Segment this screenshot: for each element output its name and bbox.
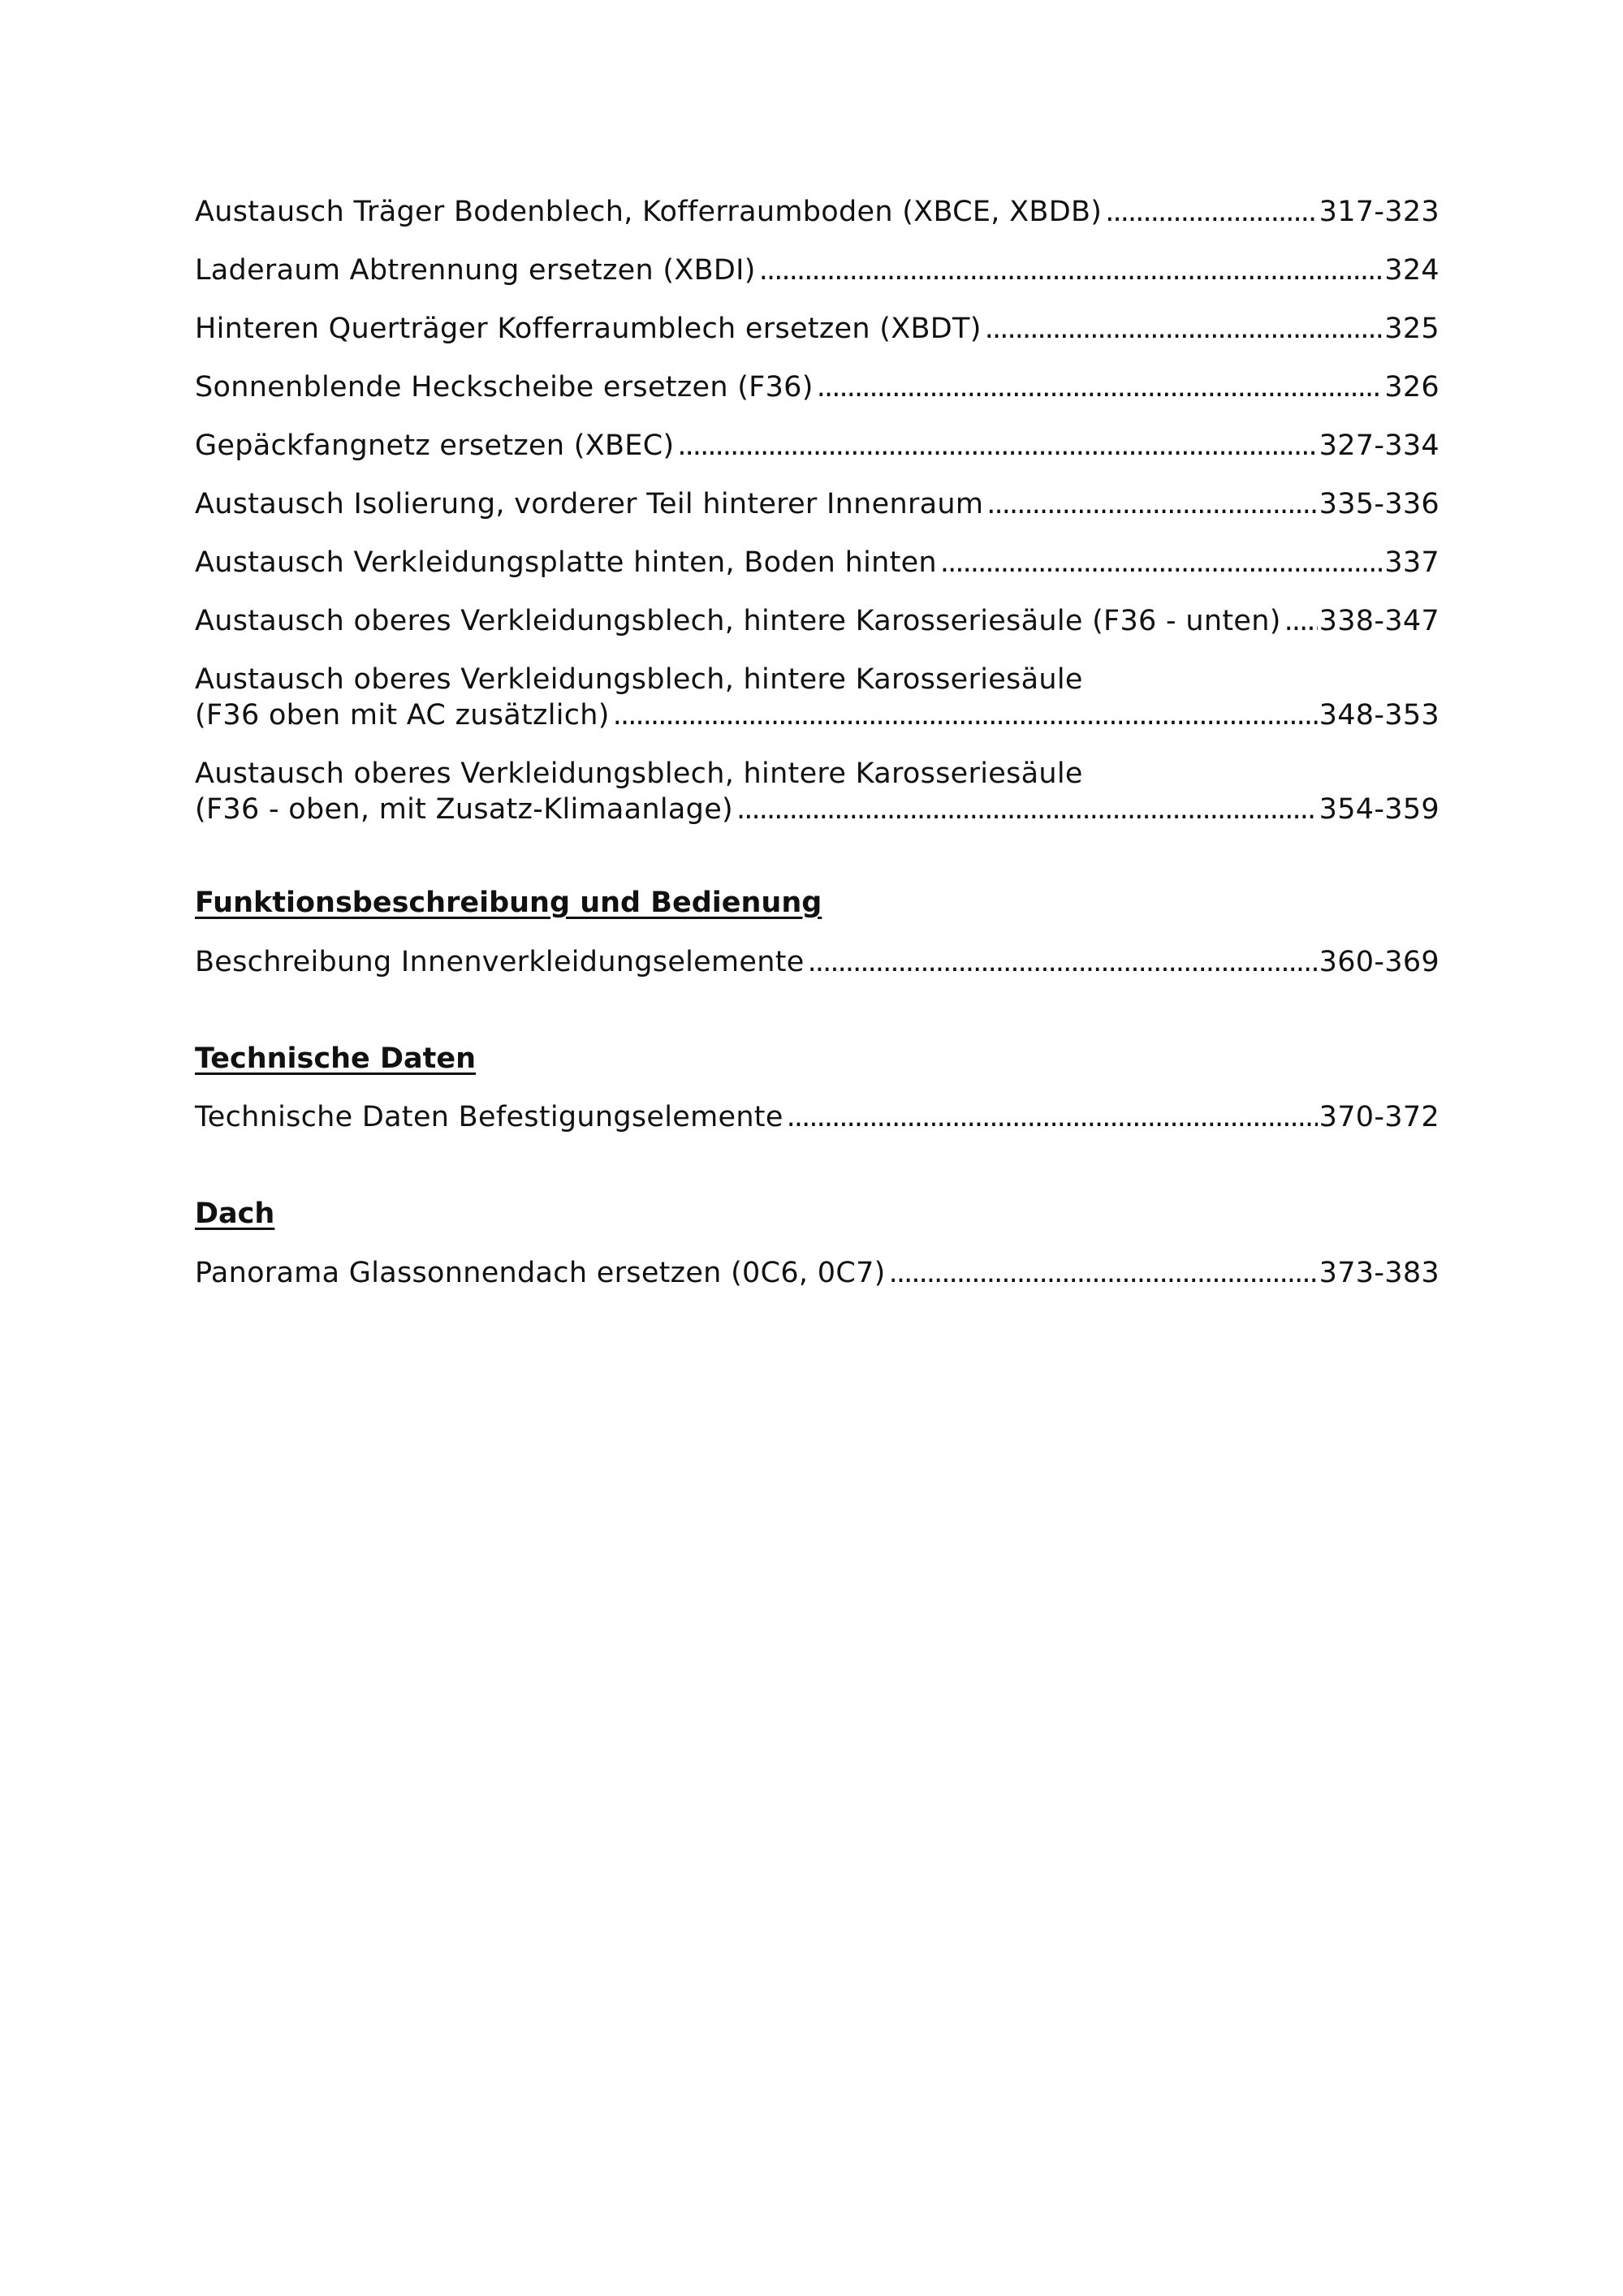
toc-entry-title: (F36 oben mit AC zusätzlich): [195, 699, 610, 732]
toc-entry: [195, 252, 1440, 288]
toc-entry-pages: 338-347: [1319, 605, 1440, 637]
toc-entry-pages: 317-323: [1319, 196, 1440, 228]
toc-entry: [195, 311, 1440, 347]
toc-entry-pages: 327-334: [1319, 429, 1440, 462]
toc-entry-title: Austausch oberes Verkleidungsblech, hintere Karosseriesäule (F36 - unten): [195, 605, 1281, 637]
toc-entry-pages: 325: [1384, 313, 1440, 345]
dot-leader: [986, 486, 1317, 522]
toc-entry: [195, 545, 1440, 580]
toc-entry-pages: 360-369: [1319, 946, 1440, 978]
toc-entry: [195, 1255, 1440, 1291]
toc-entry: [195, 428, 1440, 464]
toc-entry-pages: 337: [1384, 546, 1440, 579]
toc-entry-title: Gepäckfangnetz ersetzen (XBEC): [195, 429, 675, 462]
toc-entry-pages: 348-353: [1319, 699, 1440, 732]
toc-entry-title-line1: Austausch oberes Verkleidungsblech, hintere Karosseriesäule: [195, 663, 1083, 696]
dot-leader: [759, 252, 1383, 288]
dot-leader: [787, 1099, 1318, 1135]
section-heading: Funktionsbeschreibung und Bedienung: [195, 887, 822, 919]
toc-entry: [195, 369, 1440, 405]
dot-leader: [677, 428, 1317, 464]
dot-leader: [1105, 194, 1317, 230]
toc-entry-pages: 326: [1384, 371, 1440, 404]
toc-entry-title: Laderaum Abtrennung ersetzen (XBDI): [195, 254, 756, 287]
toc-entry-pages: 370-372: [1319, 1101, 1440, 1133]
toc-entry-title: Beschreibung Innenverkleidungselemente: [195, 946, 805, 978]
toc-entry-pages: 354-359: [1319, 793, 1440, 826]
toc-entry-title: Austausch Verkleidungsplatte hinten, Boden hinten: [195, 546, 937, 579]
toc-entry: [195, 194, 1440, 230]
dot-leader: [889, 1255, 1318, 1291]
toc-entry: [195, 1099, 1440, 1135]
toc-entry-title: Technische Daten Befestigungselemente: [195, 1101, 783, 1133]
toc-entry-pages: 335-336: [1319, 488, 1440, 520]
dot-leader: [808, 944, 1318, 980]
toc-entry-title: Austausch Isolierung, vorderer Teil hinterer Innenraum: [195, 488, 984, 520]
toc-entry-pages: 324: [1384, 254, 1440, 287]
dot-leader: [817, 369, 1383, 405]
dot-leader: [940, 545, 1383, 580]
dot-leader: [613, 697, 1318, 733]
dot-leader: [736, 792, 1318, 827]
toc-entry-title: (F36 - oben, mit Zusatz-Klimaanlage): [195, 793, 733, 826]
dot-leader: [1284, 603, 1318, 639]
dot-leader: [985, 311, 1383, 347]
toc-entry: [195, 944, 1440, 980]
toc-entry: [195, 486, 1440, 522]
section-heading: Dach: [195, 1198, 275, 1230]
section-heading: Technische Daten: [195, 1042, 477, 1075]
toc-entry-title: Hinteren Querträger Kofferraumblech ersetzen (XBDT): [195, 313, 982, 345]
toc-entry: [195, 603, 1440, 639]
toc-entry-title: Panorama Glassonnendach ersetzen (0C6, 0C7): [195, 1257, 886, 1289]
toc-entry-pages: 373-383: [1319, 1257, 1440, 1289]
toc-entry: [195, 756, 1440, 827]
toc-entry-title: Austausch Träger Bodenblech, Kofferraumboden (XBCE, XBDB): [195, 196, 1103, 228]
toc-entry: [195, 662, 1440, 733]
toc-entry-title-line1: Austausch oberes Verkleidungsblech, hintere Karosseriesäule: [195, 757, 1083, 790]
toc-entry-title: Sonnenblende Heckscheibe ersetzen (F36): [195, 371, 814, 404]
